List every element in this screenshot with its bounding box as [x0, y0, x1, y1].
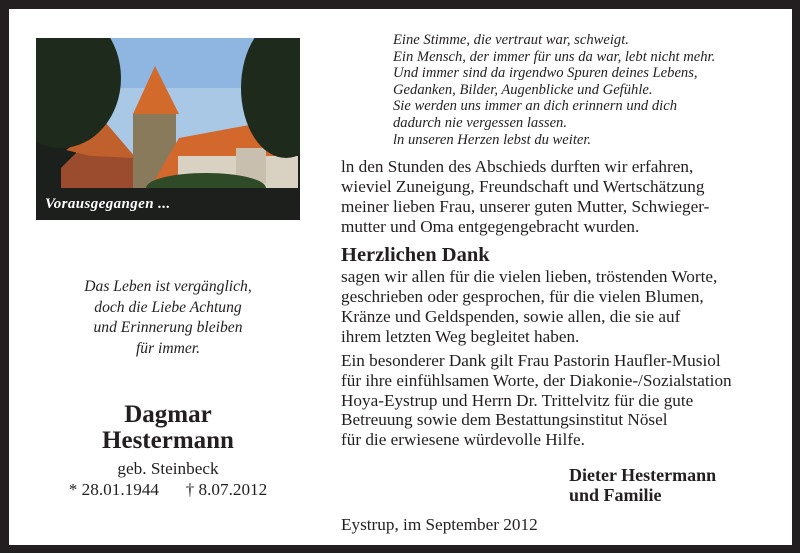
poem-line: ln unseren Herzen lebst du weiter.	[393, 131, 592, 148]
maiden-name: geb. Steinbeck	[117, 459, 219, 478]
last-name: Hestermann	[102, 427, 234, 454]
text-line: mutter und Oma entgegengebracht wurden.	[341, 217, 640, 236]
church-image	[36, 38, 300, 220]
signature	[569, 465, 716, 505]
text-line: für die erwiesene würdevolle Hilfe.	[341, 430, 585, 450]
text-line: für ihre einfühlsamen Worte, der Diakonie-/Sozialstation	[341, 370, 732, 390]
death-date: † 8.07.2012	[185, 480, 268, 499]
poem-line: Gedanken, Bilder, Augenblicke und Gefühle.	[393, 81, 653, 98]
text-line: Ein besonderer Dank gilt Frau Pastorin Haufler-Musiol	[341, 351, 721, 370]
text-line: Kränze und Geldspenden, sowie allen, die sie auf	[341, 307, 681, 326]
church-photo	[36, 38, 300, 220]
quote-line: Das Leben ist vergänglich,	[84, 278, 252, 295]
deceased-name	[53, 402, 283, 454]
birth-date: * 28.01.1944	[68, 480, 159, 499]
thanks-paragraph	[341, 267, 717, 347]
signature-line: und Familie	[569, 485, 662, 505]
text-line: wieviel Zuneigung, Freundschaft und Wertschätzung	[341, 177, 705, 196]
poem-line: dadurch nie vergessen lassen.	[393, 114, 568, 131]
memorial-quote	[53, 277, 283, 360]
life-dates	[53, 479, 283, 500]
poem-line: Und immer sind da irgendwo Spuren deines Lebens,	[393, 65, 698, 82]
quote-line: doch die Liebe Achtung	[94, 298, 242, 316]
text-line: Hoya-Eystrup und Herrn Dr. Trittelvitz für die gute	[341, 390, 694, 410]
deceased-details	[53, 458, 283, 500]
thanks-heading: Herzlichen Dank	[341, 244, 490, 266]
quote-line: und Erinnerung bleiben	[93, 319, 243, 337]
obituary-notice	[9, 9, 792, 545]
special-thanks-paragraph	[341, 351, 732, 450]
text-line: meiner lieben Frau, unserer guten Mutter, Schwieger-	[341, 197, 710, 216]
poem-line: Sie werden uns immer an dich erinnern und dich	[393, 98, 677, 115]
text-line: geschrieben oder gesprochen, für die vielen Blumen,	[341, 287, 704, 306]
signature-line: Dieter Hestermann	[569, 465, 717, 485]
photo-caption: Vorausgegangen ...	[45, 196, 171, 212]
text-line: Betreuung sowie dem Bestattungsinstitut Nösel	[341, 410, 668, 430]
place-date: Eystrup, im September 2012	[341, 515, 538, 534]
poem-line: Ein Mensch, der immer für uns da war, lebt nicht mehr.	[393, 48, 716, 65]
text-line: ln den Stunden des Abschieds durften wir erfahren,	[341, 157, 694, 176]
text-line: sagen wir allen für die vielen lieben, tröstenden Worte,	[341, 267, 718, 286]
first-name: Dagmar	[124, 401, 212, 428]
intro-paragraph	[341, 157, 709, 237]
poem-line: Eine Stimme, die vertraut war, schweigt.	[393, 32, 629, 48]
text-line: ihrem letzten Weg begleitet haben.	[341, 327, 580, 346]
poem	[393, 32, 715, 148]
quote-line: für immer.	[135, 340, 201, 358]
